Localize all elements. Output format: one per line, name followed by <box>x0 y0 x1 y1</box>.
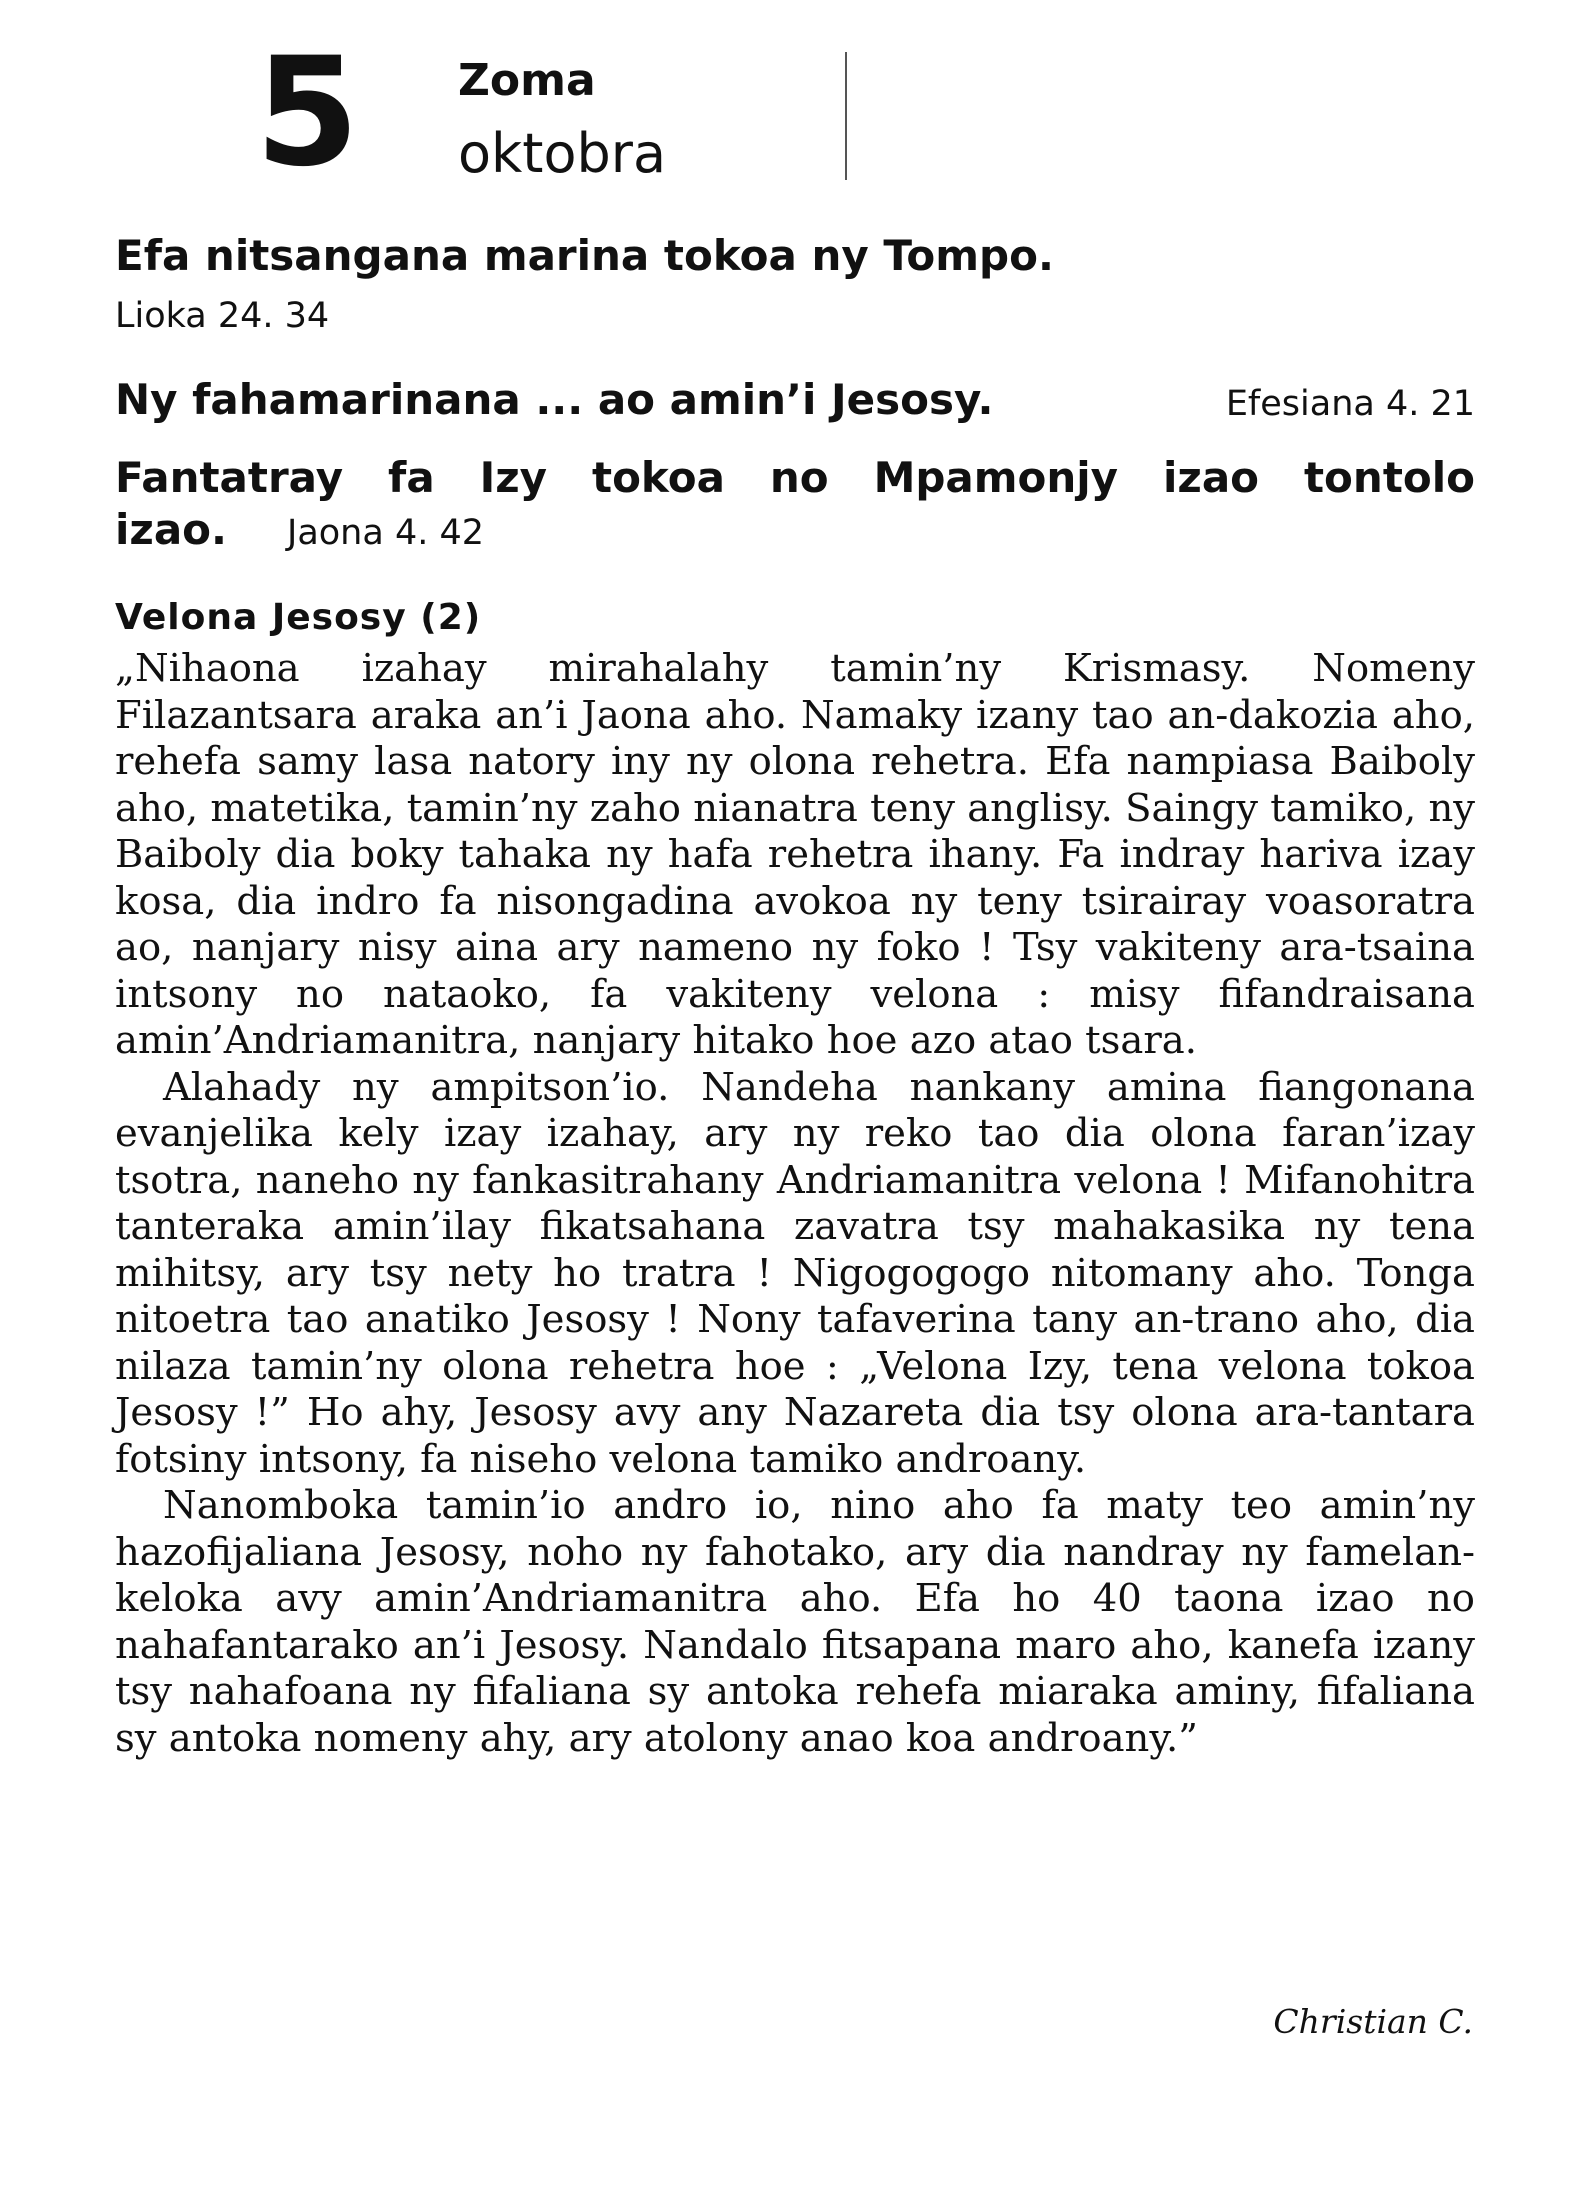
day-number: 5 <box>255 26 356 200</box>
paragraph: Alahady ny ampitson’io. Nandeha nankany amina fiangonana evanjelika kely izay izahay, ary ny reko tao dia olona faran’izay tsotra, naneho ny fankasitrahany Andriamanitra velona ! Mifanohitra tanteraka amin’ilay fikatsahana zavatra tsy mahakasika ny tena mihitsy, ary tsy nety ho tratra ! Nigogogogo nitomany aho. Tonga nitoetra tao anatiko Jesosy ! Nony tafaverina tany an-trano aho, dia nilaza tamin’ny olona rehetra hoe : „Velona Izy, tena velona tokoa Jesosy !” Ho ahy, Jesosy avy any Nazareta dia tsy olona ara-tantara fotsiny intsony, fa niseho velona tamiko androany. <box>115 1064 1475 1482</box>
month: oktobra <box>458 122 667 185</box>
meditation-title: Velona Jesosy (2) <box>115 597 482 638</box>
author-signature: Christian C. <box>1273 2002 1473 2041</box>
verse-reference: Lioka 24. 34 <box>115 296 330 336</box>
verse-reference: Jaona 4. 42 <box>287 513 484 553</box>
verse-text: Ny fahamarinana ... ao amin’i Jesosy. <box>115 375 994 424</box>
verse-reference: Efesiana 4. 21 <box>1225 384 1475 424</box>
paragraph: Nanomboka tamin’io andro io, nino aho fa maty teo amin’ny hazofijaliana Jesosy, noho ny fahotako, ary dia nandray ny famelan-keloka avy amin’Andriamanitra aho. Efa ho 40 taona izao no nahafantarako an’i Jesosy. Nandalo fitsapana maro aho, kanefa izany tsy nahafoana ny fifaliana sy antoka rehefa miaraka aminy, fifaliana sy antoka nomeny ahy, ary atolony anao koa androany.” <box>115 1483 1475 1761</box>
date-header <box>0 0 1585 200</box>
paragraph: „Nihaona izahay mirahalahy tamin’ny Krismasy. Nomeny Filazantsara araka an’i Jaona aho. Namaky izany tao an-dakozia aho, rehefa samy lasa natory iny ny olona rehetra. Efa nampiasa Baiboly aho, matetika, tamin’ny zaho nianatra teny anglisy. Saingy tamiko, ny Baiboly dia boky tahaka ny hafa rehetra ihany. Fa indray hariva izay kosa, dia indro fa nisongadina avokoa ny teny tsirairay voasoratra ao, nanjary nisy aina ary nameno ny foko ! Tsy vakiteny ara-tsaina intsony no nataoko, fa vakiteny velona : misy fifandraisana amin’Andriamanitra, nanjary hitako hoe azo atao tsara. <box>115 646 1475 1063</box>
verse-text: Fantatray fa Izy tokoa no Mpamonjy izao tontolo izao. <box>115 453 1475 554</box>
verse-block <box>115 452 1475 559</box>
verse-text: Efa nitsangana marina tokoa ny Tompo. <box>115 231 1054 280</box>
weekday: Zoma <box>458 55 596 106</box>
header-divider <box>845 52 847 180</box>
meditation-body <box>115 646 1475 1762</box>
